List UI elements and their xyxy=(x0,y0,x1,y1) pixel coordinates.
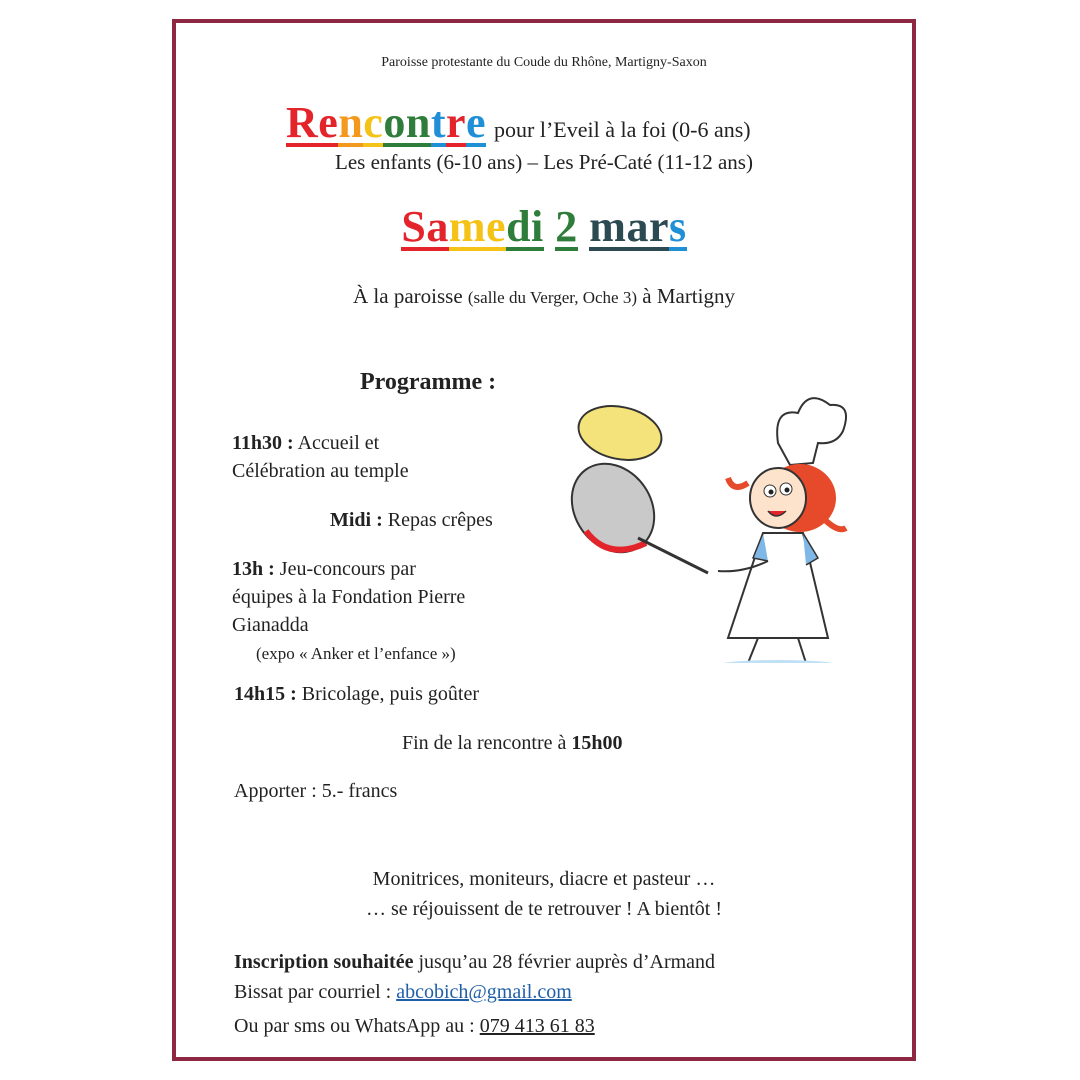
flyer-frame xyxy=(172,19,916,1061)
inscription-line-1: Inscription souhaitée jusqu’au 28 février auprès d’Armand xyxy=(234,951,716,973)
place-detail: (salle du Verger, Oche 3) xyxy=(467,288,637,307)
rencontre-letter: o xyxy=(383,98,406,147)
samedi-letter: m xyxy=(448,202,487,251)
closing-line-1: Monitrices, moniteurs, diacre et pasteur … xyxy=(372,868,716,890)
parish-name: Paroisse protestante du Coude du Rhône, Martigny-Saxon xyxy=(381,55,707,70)
programme-item-3: 13h : Jeu-concours par équipes à la Fondation Pierre Gianadda (expo « Anker et l’enfance ») xyxy=(232,558,466,663)
programme-item-2: Midi : Repas crêpes xyxy=(330,509,493,531)
rencontre-letter: n xyxy=(338,98,364,147)
mars-letter: a xyxy=(626,202,649,251)
title-line xyxy=(286,97,751,148)
email-link[interactable]: abcobich@gmail.com xyxy=(396,981,572,1003)
place-post: à Martigny xyxy=(642,284,735,308)
event-place xyxy=(176,284,912,309)
event-date xyxy=(176,201,912,252)
samedi-letter: e xyxy=(486,202,507,251)
age-groups: Les enfants (6-10 ans) – Les Pré-Caté (11-12 ans) xyxy=(335,150,753,174)
rencontre-letter: e xyxy=(318,98,339,147)
mars-letter: m xyxy=(589,202,627,251)
programme-heading: Programme : xyxy=(360,369,497,395)
samedi-letter: i xyxy=(531,202,544,251)
mars-letter: r xyxy=(648,202,669,251)
closing-line-2: … se réjouissent de te retrouver ! A bientôt ! xyxy=(365,898,722,920)
rencontre-letter: c xyxy=(363,98,384,147)
rencontre-word xyxy=(286,98,486,147)
mars-letter: s xyxy=(668,202,687,251)
programme-item-4: 14h15 : Bricolage, puis goûter xyxy=(234,683,479,705)
samedi-letter: S xyxy=(401,202,427,251)
title-rest: pour l’Eveil à la foi (0-6 ans) xyxy=(494,117,751,142)
chef-girl-pancake-illustration xyxy=(568,383,858,663)
programme-item-1: 11h30 : Accueil et Célébration au temple xyxy=(232,432,409,482)
place-pre: À la paroisse xyxy=(353,284,463,308)
inscription-line-3: Ou par sms ou WhatsApp au : 079 413 61 83 xyxy=(234,1015,595,1037)
rencontre-letter: e xyxy=(466,98,487,147)
rencontre-letter: R xyxy=(286,98,319,147)
rencontre-letter: r xyxy=(445,98,466,147)
end-time: Fin de la rencontre à 15h00 xyxy=(402,732,623,754)
samedi-letter: d xyxy=(506,202,532,251)
day-letter: 2 xyxy=(555,202,578,251)
bring-note: Apporter : 5.- francs xyxy=(234,780,398,802)
rencontre-letter: n xyxy=(405,98,431,147)
samedi-letter: a xyxy=(426,202,449,251)
rencontre-letter: t xyxy=(430,98,446,147)
inscription-line-2: Bissat par courriel : abcobich@gmail.com xyxy=(234,981,572,1003)
phone-number: 079 413 61 83 xyxy=(479,1015,595,1037)
